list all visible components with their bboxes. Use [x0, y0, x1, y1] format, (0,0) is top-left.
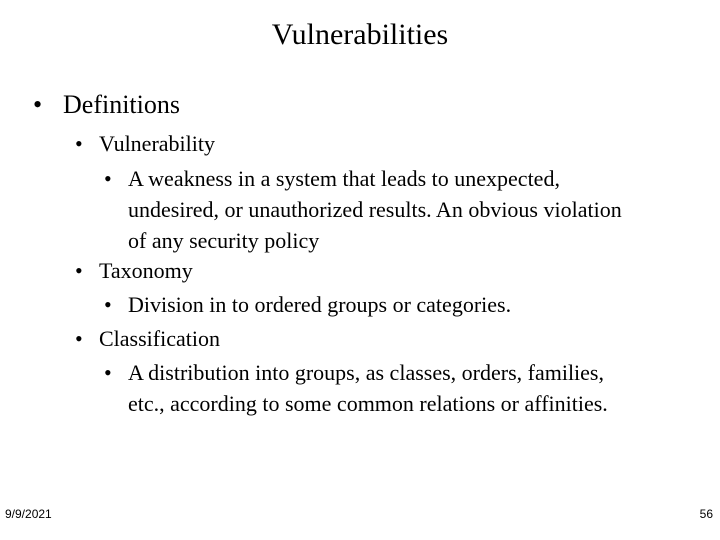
definition-line: etc., according to some common relations or affinities.: [128, 391, 608, 416]
definition-line: A distribution into groups, as classes, orders, families,: [128, 360, 604, 385]
bullet-icon: •: [33, 90, 43, 119]
bullet-icon: •: [104, 360, 112, 385]
definition-text: [128, 357, 608, 419]
definition-text: [128, 289, 511, 320]
slide-title: Vulnerabilities: [271, 18, 449, 51]
footer-date: 9/9/2021: [5, 507, 52, 521]
bullet-icon: •: [104, 166, 112, 191]
definition-line: A weakness in a system that leads to unexpected,: [128, 166, 560, 191]
bullet-classification: [75, 324, 220, 354]
bullet-vulnerability: [75, 129, 215, 159]
bullet-icon: •: [104, 292, 112, 317]
definition-line: of any security policy: [128, 228, 320, 253]
bullet-icon: •: [75, 258, 83, 283]
bullet-definitions: [33, 88, 180, 122]
definition-vulnerability: [104, 163, 622, 256]
term-vulnerability: Vulnerability: [99, 131, 215, 156]
definition-line: undesired, or unauthorized results. An obvious violation: [128, 197, 622, 222]
term-classification: Classification: [99, 326, 220, 351]
bullet-taxonomy: [75, 256, 193, 286]
definition-classification: [104, 357, 608, 419]
definition-taxonomy: [104, 289, 511, 320]
definition-line: Division in to ordered groups or categories.: [128, 292, 512, 317]
term-taxonomy: Taxonomy: [99, 258, 193, 283]
definition-text: [128, 163, 622, 256]
bullet-text: Definitions: [63, 90, 180, 119]
bullet-icon: •: [75, 131, 83, 156]
page-number: 56: [699, 507, 713, 521]
bullet-icon: •: [75, 326, 83, 351]
